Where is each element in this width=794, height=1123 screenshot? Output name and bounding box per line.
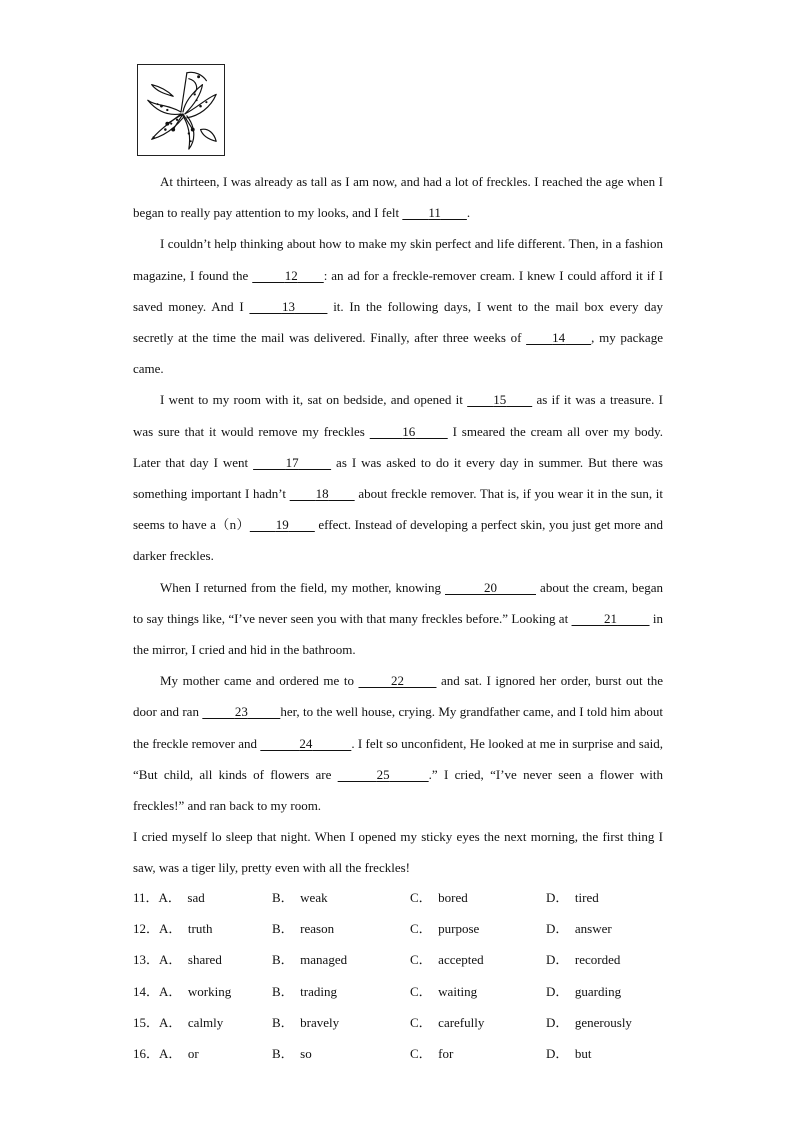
passage-text: . (466, 205, 471, 221)
blank-underline (404, 673, 437, 688)
answer-choice[interactable] (272, 1007, 339, 1038)
blank-underline (467, 392, 493, 407)
blank-number: 18 (315, 486, 329, 502)
blank-underline (617, 611, 650, 626)
blank-underline (260, 736, 299, 751)
blank-number: 15 (493, 392, 507, 408)
answer-choice[interactable] (546, 1007, 632, 1038)
choice-text: A． or (159, 1045, 199, 1061)
blank-underline (445, 580, 484, 595)
blank-number: 20 (484, 579, 497, 595)
passage-text: it. In the following days, I went to the mail box every day secretly at the time the mail was delivered. Finally, after three weeks of (133, 298, 663, 346)
blank-underline (370, 424, 403, 439)
choice-text: C． carefully (410, 1014, 485, 1030)
blank-underline (290, 486, 316, 501)
passage-paragraph (133, 166, 663, 228)
answer-choice[interactable] (272, 1038, 312, 1069)
answer-blank[interactable] (370, 424, 448, 439)
blank-number: 16 (402, 423, 416, 439)
question-row (133, 976, 663, 1007)
question-number: 14． (133, 983, 160, 999)
blank-underline (572, 611, 605, 626)
blank-underline (249, 299, 282, 314)
blank-underline (506, 392, 532, 407)
question-row (133, 882, 663, 913)
blank-underline (358, 673, 391, 688)
passage-paragraph (133, 384, 663, 571)
answer-choice[interactable] (410, 944, 484, 975)
question-number: 13． (133, 952, 160, 968)
blank-underline (338, 767, 377, 782)
answer-choice[interactable] (272, 976, 337, 1007)
blank-underline (252, 268, 285, 283)
answer-choice[interactable] (546, 1038, 592, 1069)
blank-underline (415, 424, 448, 439)
answer-blank[interactable] (250, 517, 315, 532)
answer-choice[interactable] (546, 944, 620, 975)
passage-text: her, to the well house, crying. My grandfather came, and I told him about the freckle remover and (133, 704, 664, 751)
passage-paragraph (133, 572, 663, 666)
choice-text: B． weak (272, 890, 328, 905)
answer-choice[interactable] (410, 882, 468, 913)
blank-underline (441, 205, 467, 220)
answer-blank[interactable] (260, 736, 351, 751)
choice-text: D． generously (546, 1014, 632, 1030)
choice-text: D． tired (546, 890, 599, 905)
choice-text: A． truth (159, 921, 213, 937)
answer-blank[interactable] (202, 704, 280, 719)
answer-choice[interactable] (546, 882, 599, 913)
blank-number: 24 (299, 735, 313, 751)
answer-choice[interactable] (133, 882, 205, 913)
passage-text: and sat. I ignored her order, burst out the door and ran (133, 673, 663, 720)
passage-text: about the cream, began to say things like, “I’ve never seen you with that many freckles before.” Looking at (133, 579, 663, 626)
passage-paragraph (133, 228, 663, 384)
answer-choice[interactable] (410, 1007, 484, 1038)
passage-text: effect. Instead of developing a perfect skin, you just get more and darker freckles. (133, 517, 663, 564)
answer-blank[interactable] (526, 330, 591, 345)
lily-flower-icon (138, 65, 224, 155)
blank-underline (526, 330, 552, 345)
choice-text: C． waiting (410, 983, 478, 999)
answer-blank[interactable] (290, 486, 355, 501)
choice-text: C． accepted (410, 952, 484, 968)
answer-choice[interactable] (133, 944, 222, 975)
answer-choice[interactable] (133, 1007, 223, 1038)
blank-number: 22 (390, 673, 404, 689)
answer-choice[interactable] (133, 1038, 199, 1069)
choice-text: B． bravely (272, 1014, 340, 1030)
choice-text: A． shared (159, 952, 222, 968)
passage (133, 166, 663, 884)
blank-underline (250, 517, 276, 532)
answer-blank[interactable] (445, 580, 536, 595)
choice-text: C． for (410, 1045, 454, 1061)
choice-text: D． guarding (546, 983, 622, 999)
question-row (133, 944, 663, 975)
answer-blank[interactable] (249, 299, 327, 314)
question-number: 11． (133, 890, 159, 905)
choice-text: A． calmly (159, 1014, 224, 1030)
answer-choice[interactable] (410, 913, 479, 944)
blank-number: 14 (552, 330, 566, 346)
blank-underline (390, 767, 429, 782)
passage-text: When I returned from the field, my mother, knowing (160, 579, 445, 595)
passage-text: . I felt so unconfident, He looked at me in surprise and said, “But child, all kinds of flowers are (133, 735, 663, 782)
blank-underline (295, 299, 328, 314)
blank-underline (202, 704, 235, 719)
answer-choice[interactable] (410, 976, 477, 1007)
blank-number: 13 (281, 298, 295, 314)
answer-blank[interactable] (253, 455, 331, 470)
answer-blank[interactable] (358, 673, 436, 688)
choice-text: B． so (272, 1045, 312, 1061)
blank-underline (497, 580, 536, 595)
answer-blank[interactable] (338, 767, 429, 782)
passage-text: .” I cried, “I’ve never seen a flower with freckles!” and ran back to my room. (133, 766, 663, 814)
choice-text: A． sad (158, 890, 205, 905)
passage-text: My mother came and ordered me to (160, 673, 359, 689)
blank-number: 11 (428, 205, 441, 221)
choice-text: D． recorded (546, 952, 621, 968)
question-number: 16． (133, 1045, 160, 1061)
answer-blank[interactable] (252, 268, 324, 283)
blank-number: 21 (604, 610, 618, 626)
question-number: 12． (133, 921, 160, 937)
answer-blank[interactable] (402, 205, 467, 220)
blank-underline (299, 455, 332, 470)
passage-text: as if it was a treasure. I was sure that it would remove my freckles (133, 392, 663, 439)
blank-number: 12 (284, 267, 298, 283)
passage-text: as I was asked to do it every day in summer. But there was something important I hadn’t (133, 454, 663, 502)
passage-paragraph (133, 665, 663, 821)
answer-options (133, 882, 663, 1069)
passage-paragraph (133, 821, 663, 883)
question-row (133, 1007, 663, 1038)
passage-text: , my package came. (133, 330, 663, 377)
question-number: 15． (133, 1014, 160, 1030)
passage-text: I couldn’t help thinking about how to make my skin perfect and life different. Then, in a fashion magazine, I found the (133, 236, 663, 283)
passage-text: in the mirror, I cried and hid in the bathroom. (133, 610, 663, 658)
answer-choice[interactable] (546, 976, 621, 1007)
choice-text: C． purpose (410, 921, 480, 937)
choice-text: C． bored (410, 890, 468, 905)
blank-underline (248, 704, 281, 719)
blank-underline (402, 205, 428, 220)
answer-choice[interactable] (133, 913, 212, 944)
tiger-lily-illustration (137, 64, 225, 156)
blank-underline (298, 268, 324, 283)
blank-underline (253, 455, 286, 470)
passage-text: At thirteen, I was already as tall as I am now, and had a lot of freckles. I reached the age when I began to really pay attention to my looks, and I felt (133, 174, 663, 221)
blank-underline (289, 517, 315, 532)
blank-number: 25 (376, 766, 390, 782)
blank-number: 23 (234, 704, 248, 720)
passage-text: I went to my room with it, sat on bedside, and opened it (160, 392, 468, 408)
passage-text: : an ad for a freckle-remover cream. I knew I could afford it if I saved money. And I (133, 267, 664, 314)
answer-blank[interactable] (467, 392, 532, 407)
blank-number: 17 (285, 454, 299, 470)
choice-text: B． reason (272, 921, 335, 937)
choice-text: B． trading (272, 983, 337, 999)
answer-choice[interactable] (410, 1038, 453, 1069)
answer-choice[interactable] (272, 882, 328, 913)
answer-choice[interactable] (133, 976, 231, 1007)
passage-text: about freckle remover. That is, if you wear it in the sun, it seems to have a（n） (133, 486, 663, 533)
blank-underline (329, 486, 355, 501)
answer-choice[interactable] (546, 913, 612, 944)
question-row (133, 913, 663, 944)
blank-underline (312, 736, 351, 751)
answer-choice[interactable] (272, 944, 347, 975)
choice-text: A． working (159, 983, 232, 999)
choice-text: D． but (546, 1045, 592, 1061)
passage-text: I cried myself lo sleep that night. When I opened my sticky eyes the next morning, the first thing I saw, was a tiger lily, pretty even with all the freckles! (133, 829, 663, 876)
choice-text: B． managed (272, 952, 348, 968)
blank-number: 19 (275, 517, 289, 533)
blank-underline (565, 330, 591, 345)
question-row (133, 1038, 663, 1069)
answer-blank[interactable] (572, 611, 650, 626)
passage-text: I smeared the cream all over my body. Later that day I went (133, 423, 663, 470)
choice-text: D． answer (546, 921, 612, 937)
answer-choice[interactable] (272, 913, 334, 944)
